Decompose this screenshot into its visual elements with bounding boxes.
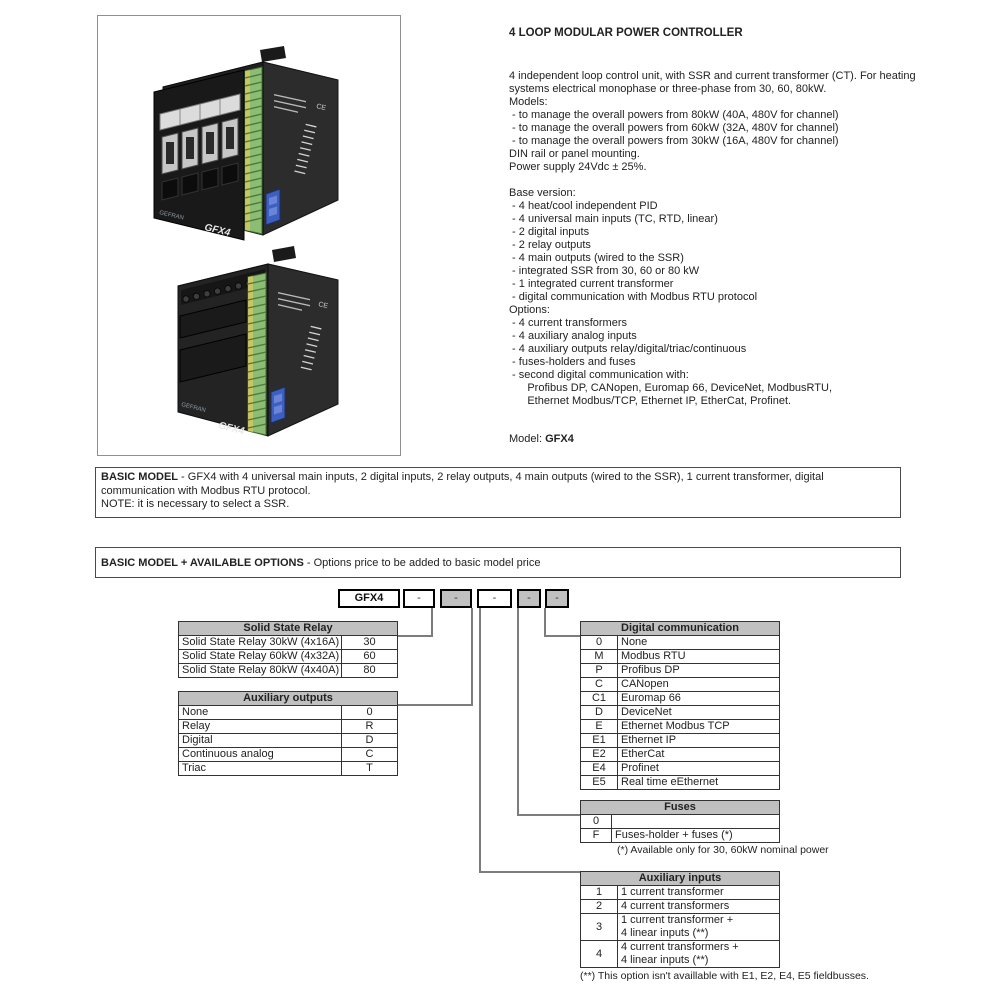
option-code: M bbox=[581, 650, 618, 663]
table-header: Solid State Relay bbox=[179, 622, 397, 636]
option-label: Euromap 66 bbox=[621, 692, 681, 704]
option-code: 4 bbox=[581, 941, 618, 967]
option-code: 60 bbox=[363, 650, 376, 662]
option-label: CANopen bbox=[621, 678, 669, 690]
description-line bbox=[509, 174, 979, 187]
basic-model-title: BASIC MODEL bbox=[101, 471, 178, 483]
description-line: Models: bbox=[509, 96, 548, 108]
connector-line-digital-comm bbox=[544, 635, 580, 637]
ordering-code-slot-aux-outputs: - bbox=[440, 589, 472, 608]
model-label: GFX4 bbox=[203, 222, 232, 239]
option-label: 1 current transformer + 4 linear inputs (**) bbox=[621, 914, 734, 939]
option-code: E4 bbox=[581, 762, 618, 775]
option-label: EtherCat bbox=[621, 748, 665, 760]
table-row bbox=[581, 913, 779, 940]
connector-line-fuses bbox=[517, 814, 580, 816]
option-label: Profibus DP bbox=[621, 664, 680, 676]
option-label: Triac bbox=[179, 762, 342, 775]
description-line: - 4 heat/cool independent PID bbox=[509, 200, 658, 212]
option-code: D bbox=[365, 734, 374, 746]
table-row bbox=[581, 649, 779, 663]
auxiliary-outputs-table bbox=[178, 691, 398, 776]
table-row bbox=[581, 899, 779, 913]
model-label-text: Model: bbox=[509, 433, 543, 445]
option-code: F bbox=[581, 829, 612, 842]
option-code: 30 bbox=[363, 636, 376, 648]
ordering-code-slot-digital-comm: - bbox=[545, 589, 569, 608]
device-body-1 bbox=[154, 46, 338, 240]
description-line: Power supply 24Vdc ± 25%. bbox=[509, 161, 647, 173]
solid-state-relay-table bbox=[178, 621, 398, 678]
options-model-box bbox=[95, 547, 901, 578]
table-row bbox=[581, 705, 779, 719]
description-line: - 4 main outputs (wired to the SSR) bbox=[509, 252, 684, 264]
connector-line-digital-comm bbox=[544, 608, 546, 637]
option-code: D bbox=[581, 706, 618, 719]
description-line: - fuses-holders and fuses bbox=[509, 356, 636, 368]
gfx4-base-photo bbox=[168, 244, 352, 444]
description-line: Base version: bbox=[509, 187, 576, 199]
description-line: Options: bbox=[509, 304, 550, 316]
option-label: DeviceNet bbox=[621, 706, 672, 718]
table-row bbox=[179, 649, 397, 663]
model-line bbox=[509, 433, 574, 445]
option-code: 0 bbox=[366, 706, 373, 718]
option-code: E bbox=[581, 720, 618, 733]
table-row bbox=[179, 761, 397, 775]
connector-line-fuses bbox=[517, 608, 519, 816]
option-code: C bbox=[365, 748, 374, 760]
description-line: - 2 digital inputs bbox=[509, 226, 590, 238]
option-code: E2 bbox=[581, 748, 618, 761]
option-code: E5 bbox=[581, 776, 618, 789]
table-row bbox=[581, 733, 779, 747]
option-code: E1 bbox=[581, 734, 618, 747]
description-line: - to manage the overall powers from 60kW (32A, 480V for channel) bbox=[509, 122, 839, 134]
option-code: 80 bbox=[363, 664, 376, 676]
option-label: Real time eEthernet bbox=[621, 776, 719, 788]
option-label bbox=[612, 815, 779, 828]
device-body-2 bbox=[178, 246, 338, 437]
ordering-code-model-box: GFX4 bbox=[338, 589, 400, 608]
basic-model-text bbox=[101, 471, 895, 498]
ce-mark: CE bbox=[317, 301, 329, 311]
description-line: - 4 auxiliary analog inputs bbox=[509, 330, 637, 342]
connector-line-aux-inputs bbox=[479, 871, 580, 873]
table-header: Digital communication bbox=[581, 622, 779, 636]
model-label: GFX4 bbox=[217, 420, 246, 438]
option-code: 2 bbox=[581, 900, 618, 913]
option-label: Ethernet IP bbox=[621, 734, 677, 746]
table-row bbox=[581, 940, 779, 967]
table-row bbox=[581, 747, 779, 761]
table-row bbox=[581, 677, 779, 691]
blue-connector bbox=[271, 387, 285, 423]
table-row bbox=[179, 733, 397, 747]
option-label: Continuous analog bbox=[179, 748, 342, 761]
option-label: 1 current transformer bbox=[621, 886, 724, 898]
description-line: Profibus DP, CANopen, Euromap 66, DeviceNet, ModbusRTU, bbox=[509, 382, 833, 394]
digital-communication-table bbox=[580, 621, 780, 790]
option-code: R bbox=[365, 720, 374, 732]
connector-line-aux-outputs bbox=[471, 608, 473, 706]
gfx4-with-fuses-photo bbox=[148, 42, 352, 242]
connector-line-ssr bbox=[431, 608, 433, 637]
basic-model-note: NOTE: it is necessary to select a SSR. bbox=[101, 498, 290, 510]
option-label: Profinet bbox=[621, 762, 659, 774]
table-row bbox=[581, 828, 779, 842]
option-label: Solid State Relay 80kW (4x40A) bbox=[179, 664, 342, 677]
option-label: Solid State Relay 30kW (4x16A) bbox=[179, 636, 342, 649]
option-code: P bbox=[581, 664, 618, 677]
table-row bbox=[179, 636, 397, 649]
blue-connector bbox=[266, 189, 280, 225]
ordering-code-slot-ssr: - bbox=[403, 589, 435, 608]
table-row bbox=[179, 706, 397, 719]
option-label: Modbus RTU bbox=[621, 650, 686, 662]
description-line: - digital communication with Modbus RTU protocol bbox=[509, 291, 758, 303]
description-line: 4 independent loop control unit, with SSR and current transformer (CT). For heating bbox=[509, 70, 916, 82]
option-label: None bbox=[179, 706, 342, 719]
table-header: Fuses bbox=[581, 801, 779, 815]
basic-model-box bbox=[95, 467, 901, 518]
description-line: DIN rail or panel mounting. bbox=[509, 148, 640, 160]
connector-line-ssr bbox=[398, 635, 433, 637]
description-line: - 1 integrated current transformer bbox=[509, 278, 674, 290]
basic-model-description: - GFX4 with 4 universal main inputs, 2 digital inputs, 2 relay outputs, 4 main outputs (wired to the SSR), 1 current transformer, digital communication with Modbus RTU protocol. bbox=[101, 471, 824, 497]
table-row bbox=[581, 815, 779, 828]
option-label: Ethernet Modbus TCP bbox=[621, 720, 730, 732]
auxiliary-inputs-table bbox=[580, 871, 780, 968]
option-code: 0 bbox=[581, 815, 612, 828]
product-description bbox=[509, 70, 979, 408]
option-label: 4 current transformers bbox=[621, 900, 730, 912]
description-line: - integrated SSR from 30, 60 or 80 kW bbox=[509, 265, 700, 277]
table-row bbox=[581, 636, 779, 649]
option-label: None bbox=[621, 636, 648, 648]
ordering-code-slot-aux-inputs: - bbox=[477, 589, 512, 608]
description-line: - 4 current transformers bbox=[509, 317, 627, 329]
product-image-frame bbox=[97, 15, 401, 456]
connector-line-aux-outputs bbox=[398, 704, 473, 706]
table-row bbox=[581, 775, 779, 789]
option-label: 4 current transformers + 4 linear inputs (**) bbox=[621, 941, 739, 966]
option-code: 1 bbox=[581, 886, 618, 899]
option-code: T bbox=[366, 762, 373, 774]
table-row bbox=[581, 691, 779, 705]
option-label: Digital bbox=[179, 734, 342, 747]
option-code: C1 bbox=[581, 692, 618, 705]
option-code: 0 bbox=[581, 636, 618, 649]
table-row bbox=[179, 663, 397, 677]
description-line: - 4 auxiliary outputs relay/digital/triac/continuous bbox=[509, 343, 747, 355]
connector-line-aux-inputs bbox=[479, 608, 481, 873]
option-code: 3 bbox=[581, 914, 618, 940]
fuses-table bbox=[580, 800, 780, 843]
table-header: Auxiliary outputs bbox=[179, 692, 397, 706]
table-row bbox=[581, 663, 779, 677]
table-row bbox=[581, 719, 779, 733]
table-header: Auxiliary inputs bbox=[581, 872, 779, 886]
ordering-code-slot-fuses: - bbox=[517, 589, 541, 608]
description-line: - 4 universal main inputs (TC, RTD, linear) bbox=[509, 213, 718, 225]
description-line: - to manage the overall powers from 80kW (40A, 480V for channel) bbox=[509, 109, 839, 121]
auxiliary-inputs-note: (**) This option isn't availlable with E1, E2, E4, E5 fieldbusses. bbox=[580, 970, 869, 982]
table-row bbox=[581, 886, 779, 899]
ce-mark: CE bbox=[315, 103, 327, 113]
description-line: systems electrical monophase or three-phase from 30, 60, 80kW. bbox=[509, 83, 827, 95]
options-model-title: BASIC MODEL + AVAILABLE OPTIONS bbox=[101, 557, 304, 569]
table-row bbox=[179, 747, 397, 761]
brand-label: GEFRAN bbox=[158, 210, 185, 222]
table-row bbox=[581, 761, 779, 775]
description-line: - second digital communication with: bbox=[509, 369, 689, 381]
fuses-note: (*) Available only for 30, 60kW nominal power bbox=[617, 844, 829, 856]
brand-label: GEFRAN bbox=[180, 402, 207, 414]
model-value: GFX4 bbox=[545, 433, 574, 445]
description-line: - to manage the overall powers from 30kW (16A, 480V for channel) bbox=[509, 135, 839, 147]
description-line: Ethernet Modbus/TCP, Ethernet IP, EtherCat, Profinet. bbox=[509, 395, 792, 407]
page-title: 4 LOOP MODULAR POWER CONTROLLER bbox=[509, 27, 743, 39]
option-label: Solid State Relay 60kW (4x32A) bbox=[179, 650, 342, 663]
description-line: - 2 relay outputs bbox=[509, 239, 591, 251]
options-model-description: - Options price to be added to basic model price bbox=[303, 557, 541, 569]
option-label: Relay bbox=[179, 720, 342, 733]
option-label: Fuses-holder + fuses (*) bbox=[615, 829, 733, 841]
table-row bbox=[179, 719, 397, 733]
option-code: C bbox=[581, 678, 618, 691]
